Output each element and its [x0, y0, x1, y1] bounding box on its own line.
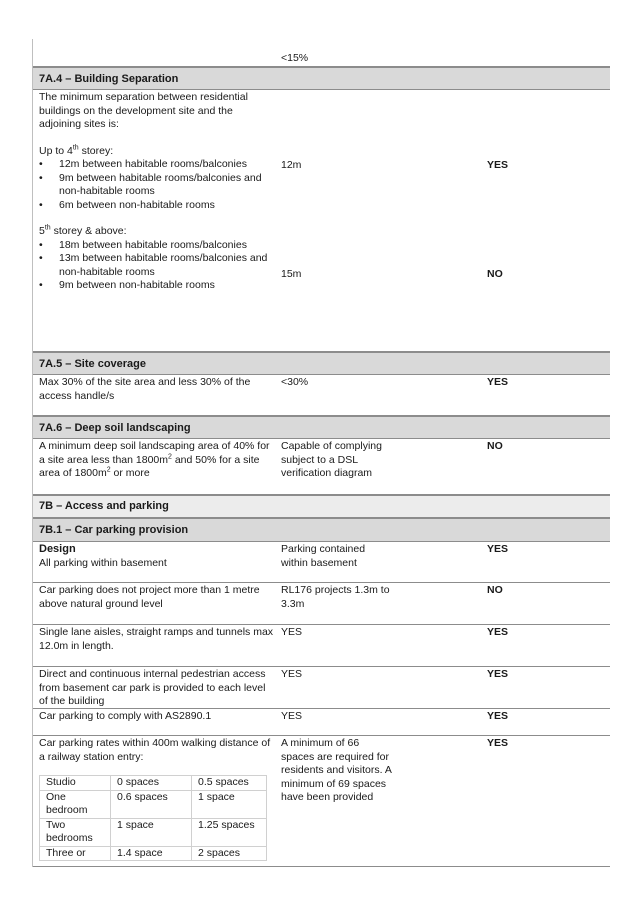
compliance-cell: YES: [487, 668, 509, 680]
proposal-cell: <30%: [281, 376, 309, 388]
control-cell: A minimum deep soil landscaping area of 40% for a site area less than $1800m^2$ and 50% for a site area of $1800m^2$ or more: [39, 440, 270, 479]
control-cell: Car parking rates within 400m walking distance of a railway station entry:: [39, 737, 271, 763]
control-cell: [39, 543, 275, 570]
rate-type: Three or: [40, 846, 111, 861]
rate-resident: 1 space: [111, 818, 192, 846]
section-heading-text: 7A.5 – Site coverage: [39, 358, 147, 370]
proposal-cell: YES: [281, 668, 303, 680]
group2-label: 5th storey & above:: [39, 224, 127, 237]
bullet-list: [39, 239, 275, 293]
compliance-cell: YES: [487, 543, 509, 555]
section-heading: [33, 416, 610, 439]
section-heading: [33, 518, 610, 542]
section-heading-text: 7B – Access and parking: [39, 500, 169, 512]
rate-visitor: 2 spaces: [192, 846, 267, 861]
intro-text: The minimum separation between residential buildings on the development site and the adjoining sites is:: [39, 91, 248, 130]
row-title: Design: [39, 543, 76, 555]
list-item: • 9m between non-habitable rooms: [39, 279, 275, 293]
table-row: [33, 542, 610, 583]
proposal-cell: <15%: [281, 52, 309, 64]
section-heading-text: 7B.1 – Car parking provision: [39, 524, 189, 536]
compliance-cell: YES: [487, 159, 509, 171]
control-cell: [39, 91, 275, 293]
section-heading: [33, 352, 610, 375]
table-row: [40, 818, 267, 846]
table-row: [33, 375, 610, 416]
control-cell: Direct and continuous internal pedestrian access from basement car park is provided to each level of the building: [39, 668, 266, 707]
proposal-cell: Capable of complying subject to a DSL verification diagram: [281, 440, 382, 479]
proposal-cell: A minimum of 66 spaces are required for residents and visitors. A minimum of 69 spaces have been provided: [281, 737, 392, 803]
compliance-cell: NO: [487, 440, 503, 452]
compliance-cell: YES: [487, 737, 509, 749]
control-text: All parking within basement: [39, 556, 167, 569]
parking-rates-table: [39, 775, 267, 861]
rate-visitor: 1 space: [192, 790, 267, 818]
table-row: [33, 625, 610, 667]
list-item: • 6m between non-habitable rooms: [39, 199, 275, 213]
compliance-cell: YES: [487, 376, 509, 388]
section-heading-text: 7A.4 – Building Separation: [39, 73, 179, 85]
control-cell: Single lane aisles, straight ramps and tunnels max 12.0m in length.: [39, 626, 274, 652]
proposal-cell: RL176 projects 1.3m to 3.3m: [281, 584, 390, 610]
compliance-cell: YES: [487, 626, 509, 638]
compliance-cell: NO: [487, 268, 503, 280]
table-row: [40, 776, 267, 791]
rate-type: Two bedrooms: [40, 818, 111, 846]
control-cell: Max 30% of the site area and less 30% of the access handle/s: [39, 376, 251, 402]
list-item: • 13m between habitable rooms/balconies and non-habitable rooms: [39, 252, 275, 279]
rate-visitor: 1.25 spaces: [192, 818, 267, 846]
rate-resident: 1.4 space: [111, 846, 192, 861]
section-heading-text: 7A.6 – Deep soil landscaping: [39, 422, 191, 434]
list-item: • 12m between habitable rooms/balconies: [39, 158, 275, 172]
proposal-cell: YES: [281, 626, 303, 638]
table-row: [33, 39, 610, 67]
table-row: [33, 667, 610, 709]
compliance-table: [32, 39, 610, 867]
rate-visitor: 0.5 spaces: [192, 776, 267, 791]
table-row: [40, 846, 267, 861]
table-row: [33, 583, 610, 625]
compliance-cell: YES: [487, 710, 509, 722]
proposal-cell: 15m: [281, 268, 302, 280]
table-row: [33, 90, 610, 352]
rate-resident: 0 spaces: [111, 776, 192, 791]
proposal-cell: 12m: [281, 159, 302, 171]
table-row: [33, 439, 610, 495]
proposal-cell: Parking contained within basement: [281, 543, 366, 569]
rate-resident: 0.6 spaces: [111, 790, 192, 818]
group1-label: Up to 4th storey:: [39, 144, 114, 157]
list-item: • 9m between habitable rooms/balconies and non-habitable rooms: [39, 172, 275, 199]
rate-type: One bedroom: [40, 790, 111, 818]
proposal-cell: YES: [281, 710, 303, 722]
compliance-cell: NO: [487, 584, 503, 596]
list-item: • 18m between habitable rooms/balconies: [39, 239, 275, 253]
table-row: [33, 736, 610, 867]
table-row: [33, 709, 610, 736]
bullet-list: [39, 158, 275, 212]
control-cell: Car parking does not project more than 1 metre above natural ground level: [39, 584, 260, 610]
table-row: [40, 790, 267, 818]
section-heading: [33, 495, 610, 518]
rate-type: Studio: [40, 776, 111, 791]
control-cell: Car parking to comply with AS2890.1: [39, 710, 212, 722]
section-heading: [33, 67, 610, 90]
